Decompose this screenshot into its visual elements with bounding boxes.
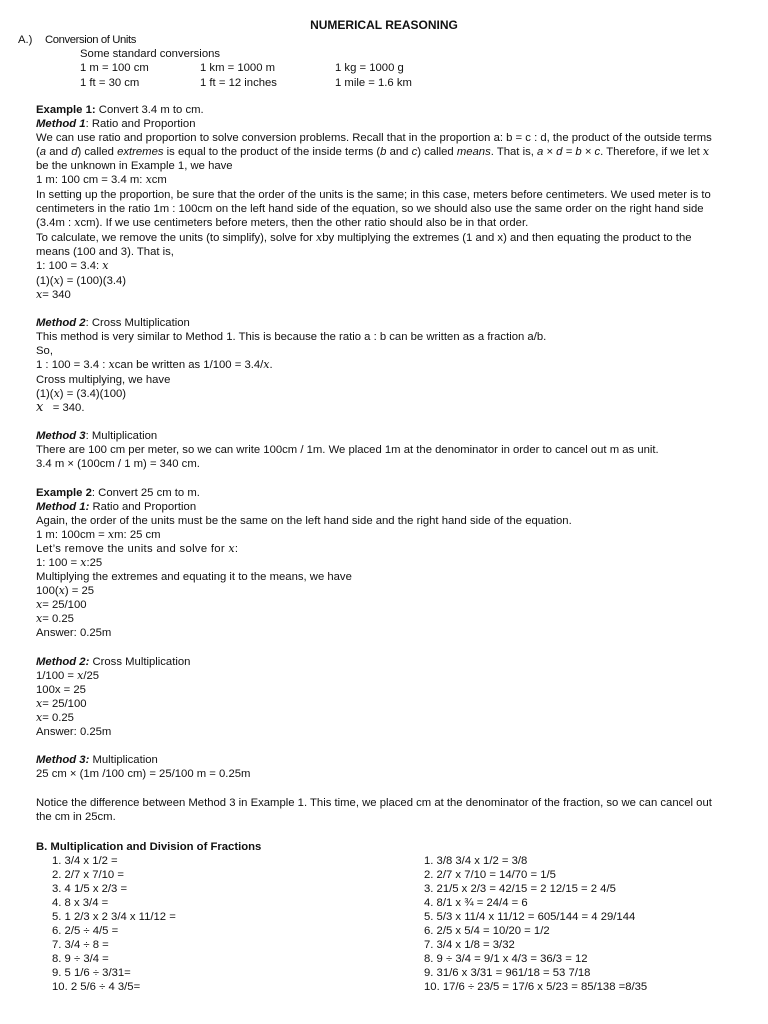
text-span: is equal to the product of the inside terms ( xyxy=(163,146,381,158)
text-span: Method 2 xyxy=(36,317,86,329)
section-a-marker: A.) xyxy=(18,34,33,46)
equation-line: 25 cm × (1m /100 cm) = 25/100 m = 0.25m xyxy=(36,768,251,780)
text-span: ) called xyxy=(417,146,457,158)
text-span: can be written as 1/100 = 3.4/ xyxy=(114,359,264,371)
section-a-heading xyxy=(18,33,136,47)
text-span: and xyxy=(386,146,412,158)
text-span: d xyxy=(71,146,78,158)
exercise-item: 10. 2 5/6 ÷ 4 3/5= xyxy=(52,981,141,993)
paragraph-line: Multiplying the extremes and equating it to the means, we have xyxy=(36,571,352,583)
text-span: x xyxy=(263,358,270,371)
text-span: = 340. xyxy=(43,402,85,414)
answer-item: 7. 3/4 x 1/8 = 3/32 xyxy=(424,939,515,951)
answer-item: 3. 21/5 x 2/3 = 42/15 = 2 12/15 = 2 4/5 xyxy=(424,883,616,895)
text-span: ( xyxy=(36,146,40,158)
text-span: (1)( xyxy=(36,388,54,400)
text-span: . xyxy=(269,359,273,371)
example-1-heading xyxy=(36,103,204,117)
exercise-item: 9. 5 1/6 ÷ 3/31= xyxy=(52,967,131,979)
text-span: ) = (3.4)(100) xyxy=(59,388,127,400)
example-2-method-2-heading xyxy=(36,655,190,669)
exercise-item: 1. 3/4 x 1/2 = xyxy=(52,855,118,867)
text-span: cm xyxy=(151,174,167,186)
example-1-method-1-heading xyxy=(36,117,196,131)
conversion-cell: 1 ft = 12 inches xyxy=(200,77,277,89)
text-span: a xyxy=(39,146,47,158)
text-span: x xyxy=(108,358,115,371)
example-1-method-2-heading xyxy=(36,316,190,330)
exercise-item: 2. 2/7 x 7/10 = xyxy=(52,869,124,881)
text-span: ) = 25 xyxy=(64,585,95,597)
example-2-method-3-heading xyxy=(36,753,158,767)
equation-line xyxy=(36,259,108,273)
conversion-cell: 1 km = 1000 m xyxy=(200,62,276,74)
text-span: (3.4m : xyxy=(36,217,75,229)
answer-item: 2. 2/7 x 7/10 = 14/70 = 1/5 xyxy=(424,869,556,881)
text-span: : Ratio and Proportion xyxy=(85,118,196,130)
text-span: c xyxy=(411,146,418,158)
text-span: x xyxy=(53,274,60,287)
paragraph-line: Notice the difference between Method 3 in Example 1. This time, we placed cm at the denominator of the fraction, so we can cancel out xyxy=(36,797,712,809)
equation-line xyxy=(36,711,74,725)
text-span: x xyxy=(36,598,43,611)
text-span: : Multiplication xyxy=(85,430,158,442)
answer-item: 1. 3/8 3/4 x 1/2 = 3/8 xyxy=(424,855,528,867)
conversion-row-1 xyxy=(0,61,768,75)
text-span: Cross Multiplication xyxy=(89,656,191,668)
text-span: :25 xyxy=(86,557,103,569)
text-span: 1 : 100 = 3.4 : xyxy=(36,359,109,371)
text-span: x xyxy=(36,711,43,724)
conversion-row-2 xyxy=(0,76,768,90)
text-span: x xyxy=(36,400,44,415)
answer-item: 10. 17/6 ÷ 23/5 = 17/6 x 5/23 = 85/138 =8/35 xyxy=(424,981,648,993)
paragraph-line: This method is very similar to Method 1. This is because the ratio a : b can be written as a fraction a/b. xyxy=(36,331,547,343)
text-span: Method 3: xyxy=(36,754,90,766)
text-span: ) called xyxy=(77,146,118,158)
text-span: x xyxy=(74,216,81,229)
conversions-intro: Some standard conversions xyxy=(80,48,221,60)
text-span: x xyxy=(316,231,323,244)
equation-line: 3.4 m × (100cm / 1 m) = 340 cm. xyxy=(36,458,200,470)
exercise-item: 7. 3/4 ÷ 8 = xyxy=(52,939,109,951)
text-span: cm). If we use centimeters before meters, then the other ratio should also be in that order. xyxy=(80,217,529,229)
example-2-heading xyxy=(36,486,200,500)
text-span: by multiplying the extremes (1 and x) and then equating the product to the xyxy=(322,232,692,244)
text-span: 1: 100 = xyxy=(36,557,81,569)
paragraph-line xyxy=(36,542,238,556)
exercise-item: 6. 2/5 ÷ 4/5 = xyxy=(52,925,119,937)
answer-line: Answer: 0.25m xyxy=(36,726,112,738)
text-span: Example 2 xyxy=(36,487,92,499)
text-span: x xyxy=(58,584,65,597)
paragraph-line: be the unknown in Example 1, we have xyxy=(36,160,233,172)
example-2-method-1-heading xyxy=(36,500,196,514)
text-span: Example 1: xyxy=(36,104,96,116)
text-span: = 340 xyxy=(42,289,71,301)
equation-line xyxy=(36,274,126,288)
text-span: b xyxy=(380,146,387,158)
text-span: = 0.25 xyxy=(42,613,74,625)
answer-item: 4. 8/1 x ¾ = 24/4 = 6 xyxy=(424,897,528,909)
text-span: 1 m: 100cm = xyxy=(36,529,108,541)
text-span: x xyxy=(77,669,84,682)
equation-line xyxy=(36,173,167,187)
paragraph-line: centimeters in the ratio 1m : 100cm on the left hand side of the equation, so we should also use the same order on the right hand side xyxy=(36,203,704,215)
equation-line xyxy=(36,612,74,626)
text-span: To calculate, we remove the units (to simplify), solve for xyxy=(36,232,317,244)
equation-line xyxy=(36,556,102,570)
equation-line: 100x = 25 xyxy=(36,684,86,696)
answer-line: Answer: 0.25m xyxy=(36,627,112,639)
text-span: x xyxy=(145,173,152,186)
text-span: x xyxy=(36,612,43,625)
text-span: x xyxy=(80,556,87,569)
text-span: x xyxy=(102,259,109,272)
paragraph-line: Again, the order of the units must be the same on the left hand side and the right hand side of the equation. xyxy=(36,515,572,527)
text-span: . That is, xyxy=(490,146,538,158)
text-span: Method 3 xyxy=(36,430,86,442)
conversion-cell: 1 kg = 1000 g xyxy=(335,62,404,74)
section-a-title: Conversion of Units xyxy=(45,34,136,46)
equation-line xyxy=(36,288,71,302)
text-span: = 25/100 xyxy=(42,698,87,710)
answer-item: 5. 5/3 x 11/4 x 11/12 = 605/144 = 4 29/144 xyxy=(424,911,636,923)
text-span: Convert 3.4 m to cm. xyxy=(95,104,204,116)
text-span: a × d = b × c xyxy=(537,146,601,158)
equation-line xyxy=(36,401,84,415)
text-span: x xyxy=(228,542,235,555)
conversion-cell: 1 m = 100 cm xyxy=(80,62,149,74)
text-span: Method 1 xyxy=(36,118,86,130)
answer-item: 9. 31/6 x 3/31 = 961/18 = 53 7/18 xyxy=(424,967,591,979)
equation-line xyxy=(36,528,161,542)
text-span: 1/100 = xyxy=(36,670,78,682)
text-span: means xyxy=(456,146,491,158)
text-span: x xyxy=(36,288,43,301)
text-span: : xyxy=(234,543,239,555)
document-title: NUMERICAL REASONING xyxy=(310,18,458,32)
conversion-cell: 1 mile = 1.6 km xyxy=(335,77,412,89)
answer-item: 8. 9 ÷ 3/4 = 9/1 x 4/3 = 36/3 = 12 xyxy=(424,953,588,965)
equation-line xyxy=(36,584,94,598)
exercise-item: 5. 1 2/3 x 2 3/4 x 11/12 = xyxy=(52,911,176,923)
text-span: x xyxy=(107,528,115,541)
text-span: Method 2: xyxy=(36,656,90,668)
paragraph-line: So, xyxy=(36,345,53,357)
text-span: 1 m: 100 cm = 3.4 m: xyxy=(36,174,146,186)
paragraph-line xyxy=(36,216,528,230)
paragraph-line: In setting up the proportion, be sure that the order of the units is the same; in this case, meters before centimeters. We used meter is to xyxy=(36,189,711,201)
text-span: 100( xyxy=(36,585,59,597)
text-span: Multiplication xyxy=(89,754,158,766)
paragraph-line: the cm in 25cm. xyxy=(36,811,116,823)
text-span: 1: 100 = 3.4: xyxy=(36,260,103,272)
text-span: extremes xyxy=(117,146,164,158)
text-span: Method 1: xyxy=(36,501,90,513)
text-span: x xyxy=(702,145,710,158)
equation-line xyxy=(36,669,99,683)
equation-line xyxy=(36,358,273,372)
paragraph-line xyxy=(36,145,709,159)
conversion-cell: 1 ft = 30 cm xyxy=(80,77,140,89)
text-span: and xyxy=(46,146,72,158)
answer-item: 6. 2/5 x 5/4 = 10/20 = 1/2 xyxy=(424,925,550,937)
example-1-method-3-heading xyxy=(36,429,157,443)
equation-line xyxy=(36,598,87,612)
text-span: x xyxy=(36,697,43,710)
text-span: : Convert 25 cm to m. xyxy=(91,487,200,499)
paragraph-line: Cross multiplying, we have xyxy=(36,374,171,386)
text-span: m: 25 cm xyxy=(114,529,161,541)
section-b-heading: B. Multiplication and Division of Fractions xyxy=(36,841,262,853)
text-span: x xyxy=(53,387,60,400)
text-span: /25 xyxy=(83,670,100,682)
text-span: = 0.25 xyxy=(42,712,74,724)
exercise-item: 3. 4 1/5 x 2/3 = xyxy=(52,883,128,895)
text-span: . Therefore, if we let xyxy=(600,146,703,158)
text-span: = 25/100 xyxy=(42,599,87,611)
text-span: : Cross Multiplication xyxy=(85,317,190,329)
equation-line xyxy=(36,387,126,401)
text-span: ) = (100)(3.4) xyxy=(59,275,127,287)
paragraph-line xyxy=(36,231,692,245)
paragraph-line: There are 100 cm per meter, so we can write 100cm / 1m. We placed 1m at the denominator in order to cancel out m as unit. xyxy=(36,444,659,456)
text-span: Ratio and Proportion xyxy=(89,501,197,513)
equation-line xyxy=(36,697,87,711)
paragraph-line: We can use ratio and proportion to solve conversion problems. Recall that in the proportion a: b = c : d, the product of the outside terms xyxy=(36,132,712,144)
exercise-item: 4. 8 x 3/4 = xyxy=(52,897,109,909)
text-span: (1)( xyxy=(36,275,54,287)
text-span: Let’s remove the units and solve for xyxy=(36,543,229,555)
exercise-item: 8. 9 ÷ 3/4 = xyxy=(52,953,109,965)
paragraph-line: means (100 and 3). That is, xyxy=(36,246,174,258)
